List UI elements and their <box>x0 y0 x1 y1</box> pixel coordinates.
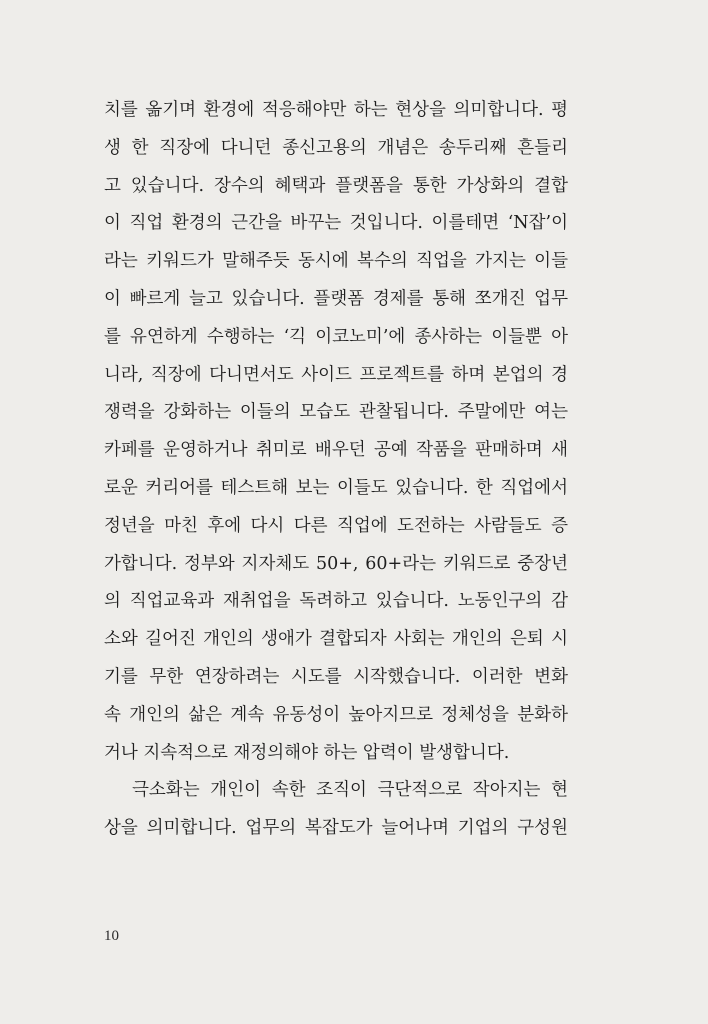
text-line: 를 유연하게 수행하는 ‘긱 이코노미’에 종사하는 이들뿐 아 <box>104 326 568 347</box>
text-line: 이 빠르게 늘고 있습니다. 플랫폼 경제를 통해 쪼개진 업무 <box>104 288 568 309</box>
text-line: 카페를 운영하거나 취미로 배우던 공예 작품을 판매하며 새 <box>104 440 568 461</box>
text-line: 상을 의미합니다. 업무의 복잡도가 늘어나며 기업의 구성원 <box>104 818 568 839</box>
text-line: 정년을 마친 후에 다시 다른 직업에 도전하는 사람들도 증 <box>104 515 568 536</box>
text-line: 속 개인의 삶은 계속 유동성이 높아지므로 정체성을 분화하 <box>104 704 568 725</box>
paragraph-start-line: 극소화는 개인이 속한 조직이 극단적으로 작아지는 현 <box>132 780 568 801</box>
text-line: 가합니다. 정부와 지자체도 50+, 60+라는 키워드로 중장년 <box>104 553 568 574</box>
text-line: 쟁력을 강화하는 이들의 모습도 관찰됩니다. 주말에만 여는 <box>104 402 568 423</box>
text-line: 라는 키워드가 말해주듯 동시에 복수의 직업을 가지는 이들 <box>104 251 568 272</box>
text-line: 소와 길어진 개인의 생애가 결합되자 사회는 개인의 은퇴 시 <box>104 629 568 650</box>
text-line: 기를 무한 연장하려는 시도를 시작했습니다. 이러한 변화 <box>104 666 568 687</box>
text-line: 의 직업교육과 재취업을 독려하고 있습니다. 노동인구의 감 <box>104 591 568 612</box>
paragraph-end-line: 거나 지속적으로 재정의해야 하는 압력이 발생합니다. <box>104 742 510 763</box>
text-line: 이 직업 환경의 근간을 바꾸는 것입니다. 이를테면 ‘N잡’이 <box>104 213 568 234</box>
text-line: 치를 옮기며 환경에 적응해야만 하는 현상을 의미합니다. 평 <box>104 100 568 120</box>
body-text <box>104 92 568 848</box>
text-line: 로운 커리어를 테스트해 보는 이들도 있습니다. 한 직업에서 <box>104 477 568 498</box>
text-line: 니라, 직장에 다니면서도 사이드 프로젝트를 하며 본업의 경 <box>104 364 568 385</box>
page-number: 10 <box>104 928 119 944</box>
text-line: 생 한 직장에 다니던 종신고용의 개념은 송두리째 흔들리 <box>104 137 568 158</box>
text-line: 고 있습니다. 장수의 혜택과 플랫폼을 통한 가상화의 결합 <box>104 175 568 196</box>
